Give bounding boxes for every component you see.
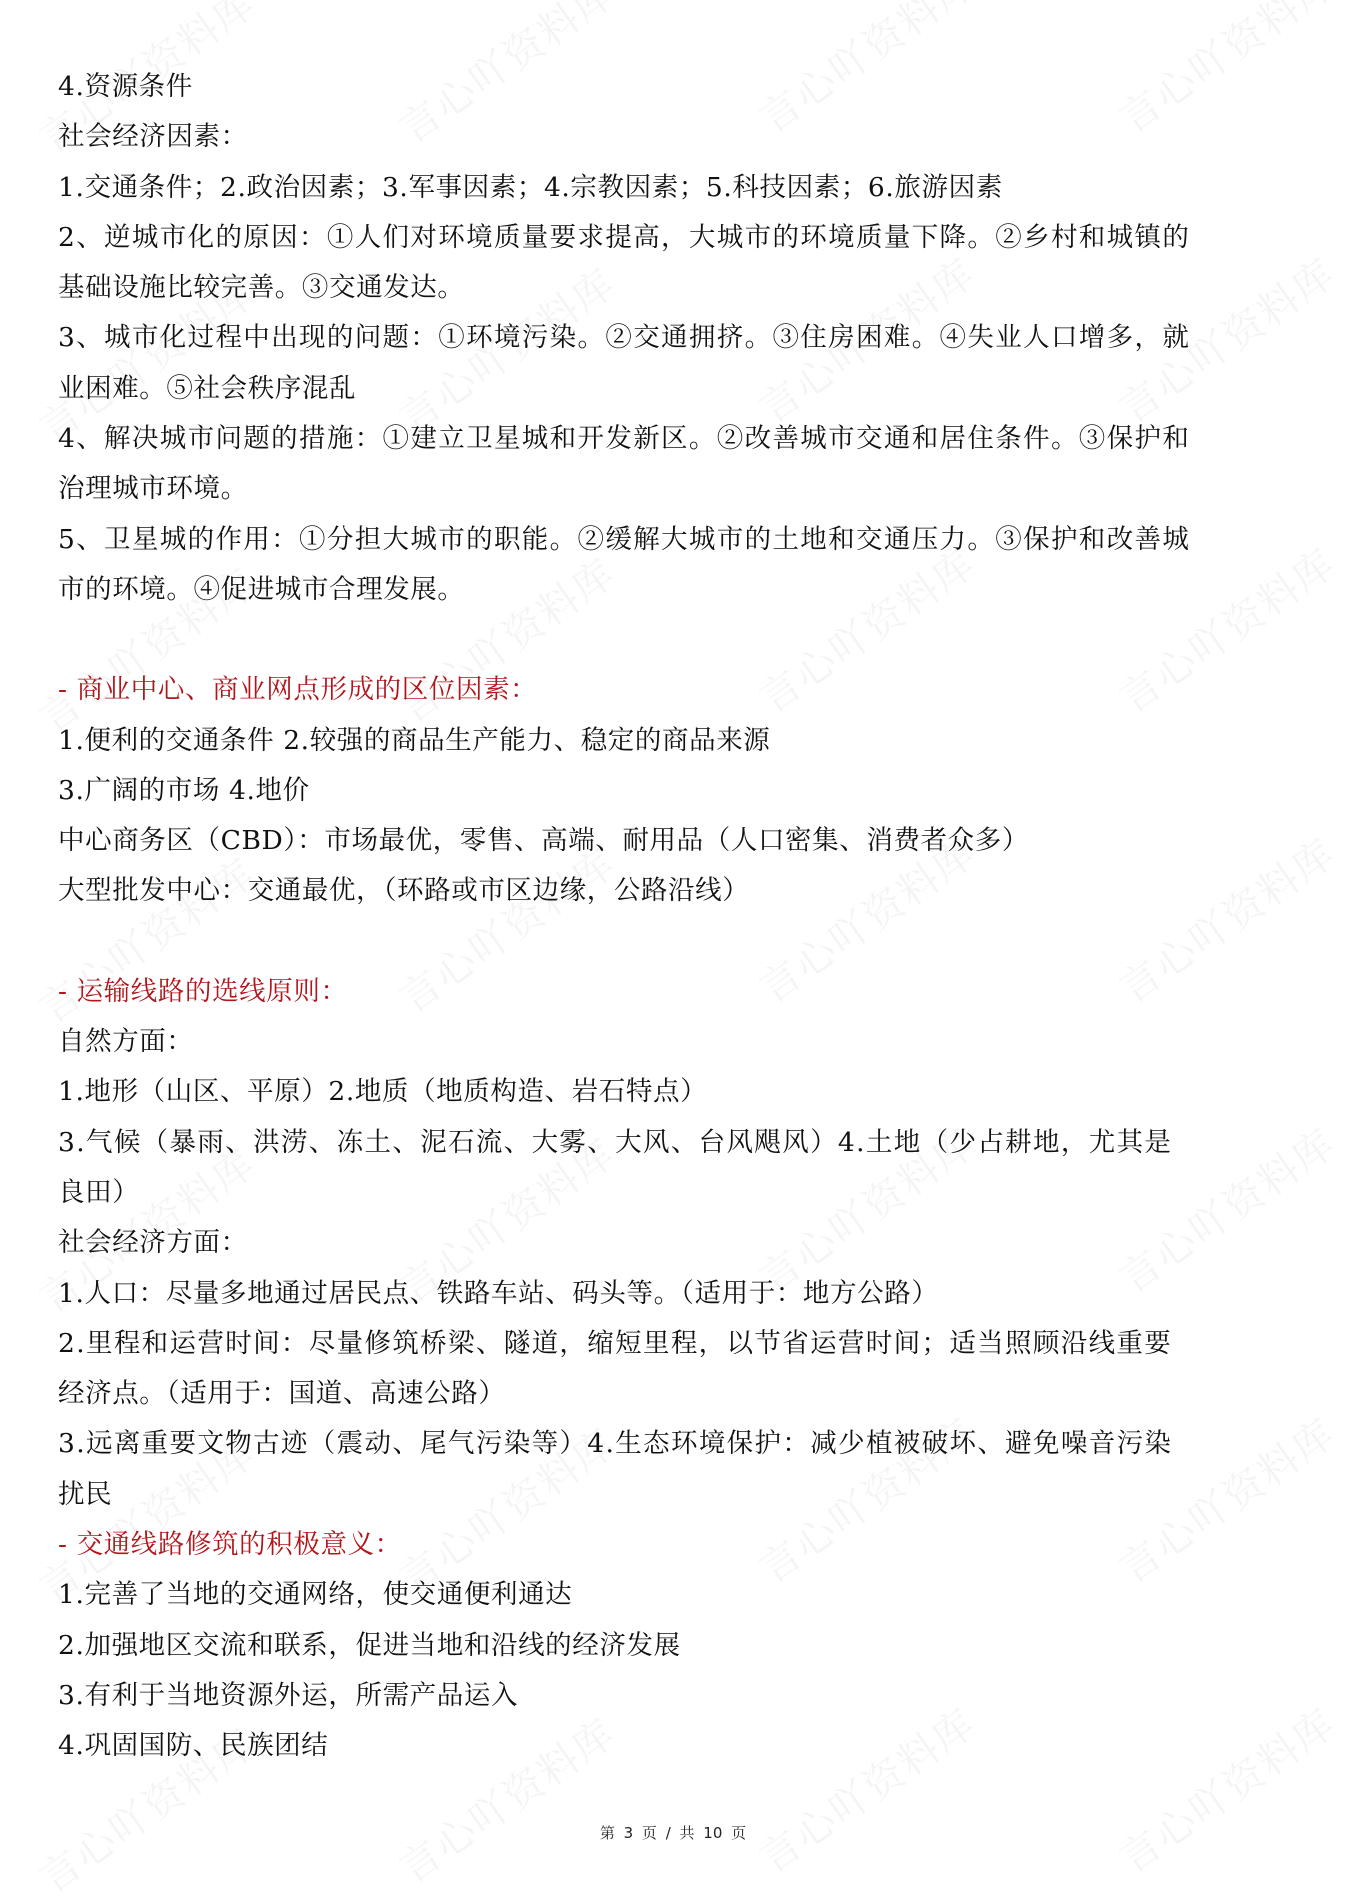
text-line: 4、解决城市问题的措施：①建立卫星城和开发新区。②改善城市交通和居住条件。③保护和 [58, 423, 1191, 455]
document-body [58, 62, 1298, 1772]
page-indicator: 第 3 页 / 共 10 页 [599, 1824, 747, 1842]
text-line: 2.加强地区交流和联系，促进当地和沿线的经济发展 [58, 1629, 681, 1661]
text-line: 中心商务区（CBD）：市场最优，零售、高端、耐用品（人口密集、消费者众多） [58, 825, 1029, 857]
text-line: 3.远离重要文物古迹（震动、尾气污染等）4.生态环境保护：减少植被破坏、避免噪音污染 [58, 1428, 1173, 1460]
text-line: 业困难。⑤社会秩序混乱 [58, 372, 357, 404]
text-line: 2.里程和运营时间：尽量修筑桥梁、隧道，缩短里程，以节省运营时间；适当照顾沿线重要 [58, 1327, 1173, 1359]
text-line: 4.资源条件 [58, 71, 193, 102]
text-line: 经济点。（适用于：国道、高速公路） [58, 1378, 506, 1410]
section-heading: - 交通线路修筑的积极意义： [58, 1529, 402, 1561]
text-line: 1.交通条件；2.政治因素；3.军事因素；4.宗教因素；5.科技因素；6.旅游因素 [58, 171, 1003, 203]
section-route-selection [58, 967, 1298, 1520]
text-line: 3.有利于当地资源外运，所需产品运入 [58, 1679, 519, 1711]
subheading-line: 自然方面： [58, 1026, 194, 1058]
section-heading: - 运输线路的选线原则： [58, 975, 348, 1007]
section-urbanization [58, 62, 1298, 615]
text-line: 3.广阔的市场 4.地价 [58, 774, 310, 806]
text-line: 治理城市环境。 [58, 473, 248, 505]
text-line: 2、逆城市化的原因：①人们对环境质量要求提高，大城市的环境质量下降。②乡村和城镇的 [58, 221, 1191, 253]
section-transport-significance [58, 1520, 1298, 1771]
text-line: 1.地形（山区、平原）2.地质（地质构造、岩石特点） [58, 1076, 708, 1108]
section-commercial-location [58, 665, 1298, 916]
text-line: 5、卫星城的作用：①分担大城市的职能。②缓解大城市的土地和交通压力。③保护和改善城 [58, 523, 1191, 555]
subheading-line: 社会经济方面： [58, 1227, 248, 1259]
text-line: 扰民 [58, 1478, 113, 1510]
text-line: 大型批发中心：交通最优，（环路或市区边缘，公路沿线） [58, 875, 750, 907]
text-line: 基础设施比较完善。③交通发达。 [58, 272, 465, 304]
text-line: 4.巩固国防、民族团结 [58, 1730, 329, 1762]
text-line: 市的环境。④促进城市合理发展。 [58, 573, 465, 605]
text-line: 1.人口：尽量多地通过居民点、铁路车站、码头等。（适用于：地方公路） [58, 1277, 939, 1309]
subheading-line: 社会经济因素： [58, 121, 248, 153]
text-line: 3、城市化过程中出现的问题：①环境污染。②交通拥挤。③住房困难。④失业人口增多，就 [58, 322, 1191, 354]
text-line: 3.气候（暴雨、洪涝、冻土、泥石流、大雾、大风、台风飓风）4.土地（少占耕地，尤其是 [58, 1126, 1173, 1158]
text-line: 1.完善了当地的交通网络，使交通便利通达 [58, 1579, 573, 1611]
page-number-footer [0, 1822, 1346, 1843]
section-spacer [58, 615, 1298, 665]
text-line: 1.便利的交通条件 2.较强的商品生产能力、稳定的商品来源 [58, 724, 771, 756]
section-heading: - 商业中心、商业网点形成的区位因素： [58, 674, 538, 706]
text-line: 良田） [58, 1176, 140, 1208]
section-spacer [58, 917, 1298, 967]
